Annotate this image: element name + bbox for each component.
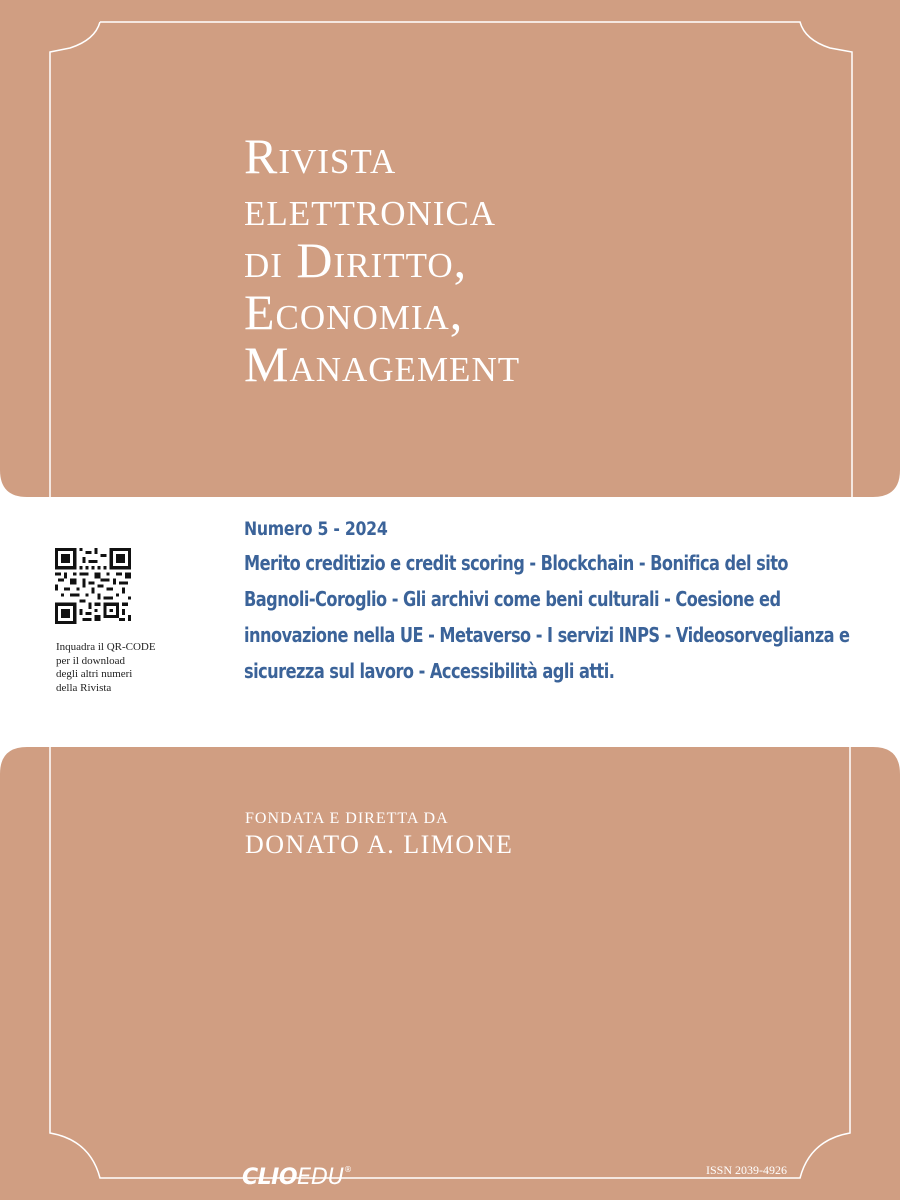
qr-caption-line: Inquadra il QR-CODE [56,641,156,653]
title-line: di Diritto, [244,232,468,288]
title-line: Rivista [244,128,397,184]
issue-block [244,515,864,689]
publisher-logo-light: EDU [297,1165,345,1190]
qr-caption-line: degli altri numeri [56,668,133,680]
qr-caption-line: per il download [56,654,126,667]
title-line: elettronica [244,180,497,236]
title-line: Economia, [244,284,464,340]
founder-name: DONATO A. LIMONE [245,830,514,859]
publisher-logo-bold: CLIO [242,1165,298,1190]
registered-mark: ® [344,1165,353,1174]
publisher-logo [242,1165,352,1190]
founded-label: FONDATA E DIRETTA DA [245,810,449,827]
issue-topics: Merito creditizio e credit scoring - Blockchain - Bonifica del sito Bagnoli-Coroglio - Gli archivi come beni culturali - Coesione ed innovazione nella UE - Metaverso - I servizi INPS - Videosorveglianza e sicurezza sul lavoro - Accessibilità agli atti. [244,551,850,683]
qr-caption-line: della Rivista [56,681,112,694]
issn: ISSN 2039-4926 [706,1163,788,1177]
qr-caption [56,641,176,695]
qr-code-icon[interactable] [55,548,131,624]
issue-number: Numero 5 - 2024 [244,518,388,540]
journal-title [244,130,520,390]
title-line: Management [244,336,521,392]
